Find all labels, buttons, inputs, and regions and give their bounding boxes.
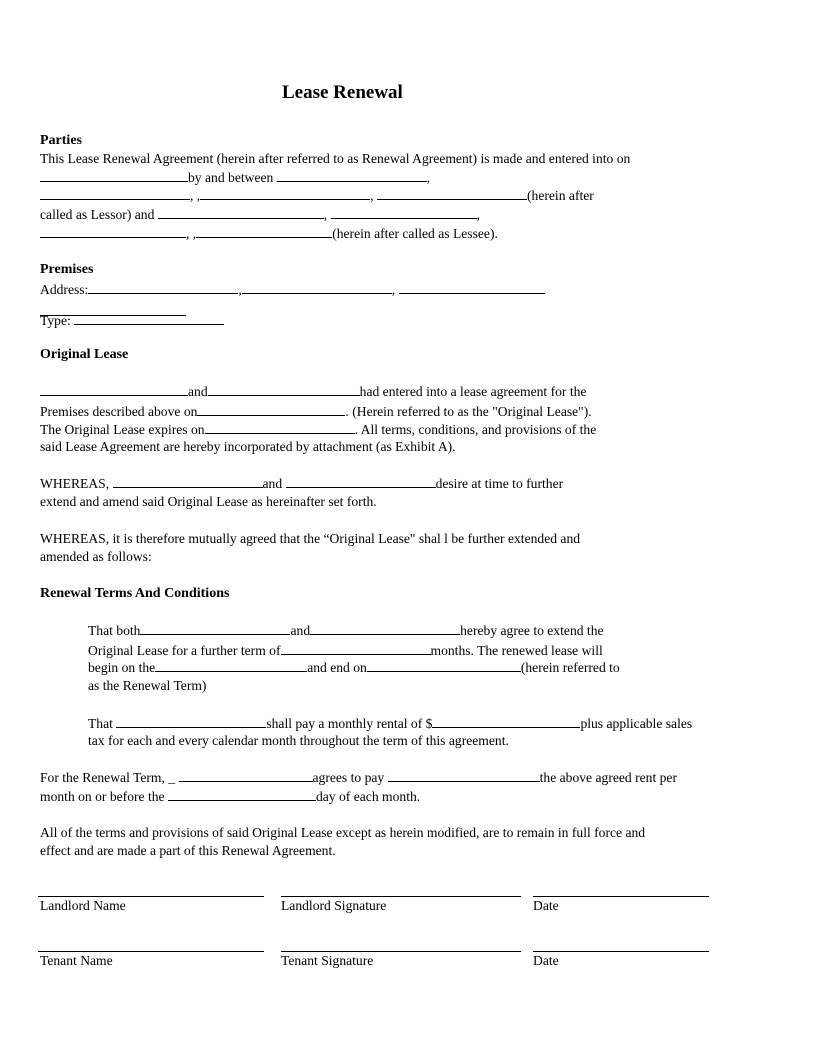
rent-amount-blank[interactable] [432, 714, 580, 728]
hereby-agree-text: hereby agree to extend the [460, 623, 604, 638]
renewal-party-a-blank[interactable] [140, 621, 290, 635]
and-text: and [290, 623, 311, 638]
whereas-label: WHEREAS, [40, 476, 110, 491]
whereas2-line-2: amended as follows: [40, 549, 152, 564]
whereas-party-a-blank[interactable] [113, 474, 263, 488]
tenant-payer-blank[interactable] [116, 714, 266, 728]
address-line [40, 280, 545, 299]
rent-line-2: tax for each and every calendar month throughout the term of this agreement. [88, 733, 509, 748]
landlord-name-label: Landlord Name [40, 898, 126, 913]
lessee-address-blank-2[interactable] [40, 224, 186, 238]
lessee-name-blank[interactable] [158, 205, 324, 219]
address-label: Address: [40, 282, 89, 297]
payment-line-1 [40, 768, 677, 787]
lease-date-blank[interactable] [197, 402, 345, 416]
comma: , [238, 282, 242, 297]
type-label: Type: [40, 313, 71, 328]
term-months-blank[interactable] [281, 641, 431, 655]
premises-heading: Premises [40, 262, 94, 277]
lessor-address-blank-3[interactable] [377, 186, 527, 200]
desire-text: desire at time to further [435, 476, 564, 491]
type-blank[interactable] [74, 311, 224, 325]
month-on-text: month on or before the [40, 789, 165, 804]
comma: , [323, 207, 328, 222]
original-lease-heading: Original Lease [40, 347, 129, 362]
payer-blank[interactable] [179, 768, 313, 782]
parties-intro-text: This Lease Renewal Agreement (herein after referred to as Renewal Agreement) is made and entered into on [40, 151, 631, 166]
parties-line-3 [40, 186, 594, 205]
plus-sales-text: plus applicable sales [580, 716, 693, 731]
lessor-address-blank-1[interactable] [40, 186, 190, 200]
for-renewal-text: For the Renewal Term, _ [40, 770, 176, 785]
address-blank-3[interactable] [399, 280, 545, 294]
parties-line-1 [40, 150, 719, 168]
party-a-blank[interactable] [40, 382, 188, 396]
whereas-line-1 [40, 474, 563, 493]
above-agreed-text: the above agreed rent per [539, 770, 677, 785]
whereas-line-2: extend and amend said Original Lease as hereinafter set forth. [40, 494, 377, 509]
tenant-signature-label: Tenant Signature [281, 953, 374, 968]
shall-pay-text: shall pay a monthly rental of $ [266, 716, 433, 731]
that-both-text: That both [88, 623, 141, 638]
original-lease-expires-text: The Original Lease expires on [40, 422, 205, 437]
party-b-blank[interactable] [208, 382, 360, 396]
parties-line-5 [40, 224, 498, 243]
herein-referred-text: . (Herein referred to as the "Original Lease"). [345, 404, 592, 419]
agrees-to-pay-text: agrees to pay [312, 770, 385, 785]
document-title: Lease Renewal [282, 82, 403, 103]
whereas2-line-1: WHEREAS, it is therefore mutually agreed that the “Original Lease" shal l be further extended and [40, 531, 581, 546]
by-and-between-text: by and between [188, 170, 274, 185]
address-blank-1[interactable] [88, 280, 238, 294]
renewal-heading: Renewal Terms And Conditions [40, 586, 230, 601]
whereas-party-b-blank[interactable] [286, 474, 436, 488]
original-lease-line-1 [40, 382, 586, 401]
expiry-date-blank[interactable] [205, 420, 355, 434]
renewal-party-b-blank[interactable] [310, 621, 460, 635]
payee-blank[interactable] [388, 768, 540, 782]
begin-date-blank[interactable] [155, 658, 307, 672]
end-on-text: and end on [307, 660, 367, 675]
comma: , [476, 207, 480, 222]
payment-line-2 [40, 787, 420, 806]
premises-described-text: Premises described above on [40, 404, 198, 419]
herein-referred-to-text: (herein referred to [520, 660, 620, 675]
tenant-date-line[interactable] [533, 951, 709, 952]
parties-line-4 [40, 205, 480, 224]
landlord-signature-label: Landlord Signature [281, 898, 387, 913]
renewal-line-3 [88, 658, 620, 677]
landlord-date-line[interactable] [533, 896, 709, 897]
all-terms-line-2: effect and are made a part of this Renewal Agreement. [40, 843, 336, 858]
comma: , [370, 188, 374, 203]
renewal-line-1 [88, 621, 604, 640]
begin-on-text: begin on the [88, 660, 156, 675]
had-entered-text: had entered into a lease agreement for the [359, 384, 587, 399]
type-line [40, 311, 224, 330]
comma: , [391, 282, 396, 297]
commas: , , [190, 188, 201, 203]
original-lease-line-3 [40, 420, 596, 439]
parties-line-2 [40, 168, 430, 187]
original-lease-line-4: said Lease Agreement are hereby incorporated by attachment (as Exhibit A). [40, 439, 456, 454]
date-blank[interactable] [40, 168, 188, 182]
comma: , [426, 170, 431, 185]
original-lease-line-2 [40, 402, 592, 421]
lessee-address-blank-1[interactable] [331, 205, 477, 219]
due-day-blank[interactable] [168, 787, 316, 801]
lessor-address-blank-2[interactable] [200, 186, 370, 200]
and-text: and [262, 476, 283, 491]
all-terms-text: . All terms, conditions, and provisions of the [354, 422, 597, 437]
herein-after-text: (herein after [527, 188, 594, 203]
rent-line-1 [88, 714, 692, 733]
lessee-address-blank-3[interactable] [196, 224, 332, 238]
tenant-date-label: Date [533, 953, 559, 968]
lessor-name-blank[interactable] [277, 168, 427, 182]
called-as-lessor-text: called as Lessor) and [40, 207, 155, 222]
commas: , , [186, 226, 197, 241]
address-blank-2[interactable] [242, 280, 392, 294]
tenant-name-label: Tenant Name [40, 953, 113, 968]
months-text: months. The renewed lease will [430, 643, 603, 658]
that-text: That [88, 716, 113, 731]
and-text: and [188, 384, 208, 399]
all-terms-line-1: All of the terms and provisions of said Original Lease except as herein modified, are to remain in full force and [40, 825, 646, 840]
end-date-blank[interactable] [367, 658, 521, 672]
landlord-date-label: Date [533, 898, 559, 913]
parties-heading: Parties [40, 133, 82, 148]
renewal-line-4: as the Renewal Term) [88, 678, 207, 693]
original-lease-further-text: Original Lease for a further term of [88, 643, 281, 658]
lessee-text: (herein after called as Lessee). [332, 226, 498, 241]
day-of-each-text: day of each month. [315, 789, 421, 804]
